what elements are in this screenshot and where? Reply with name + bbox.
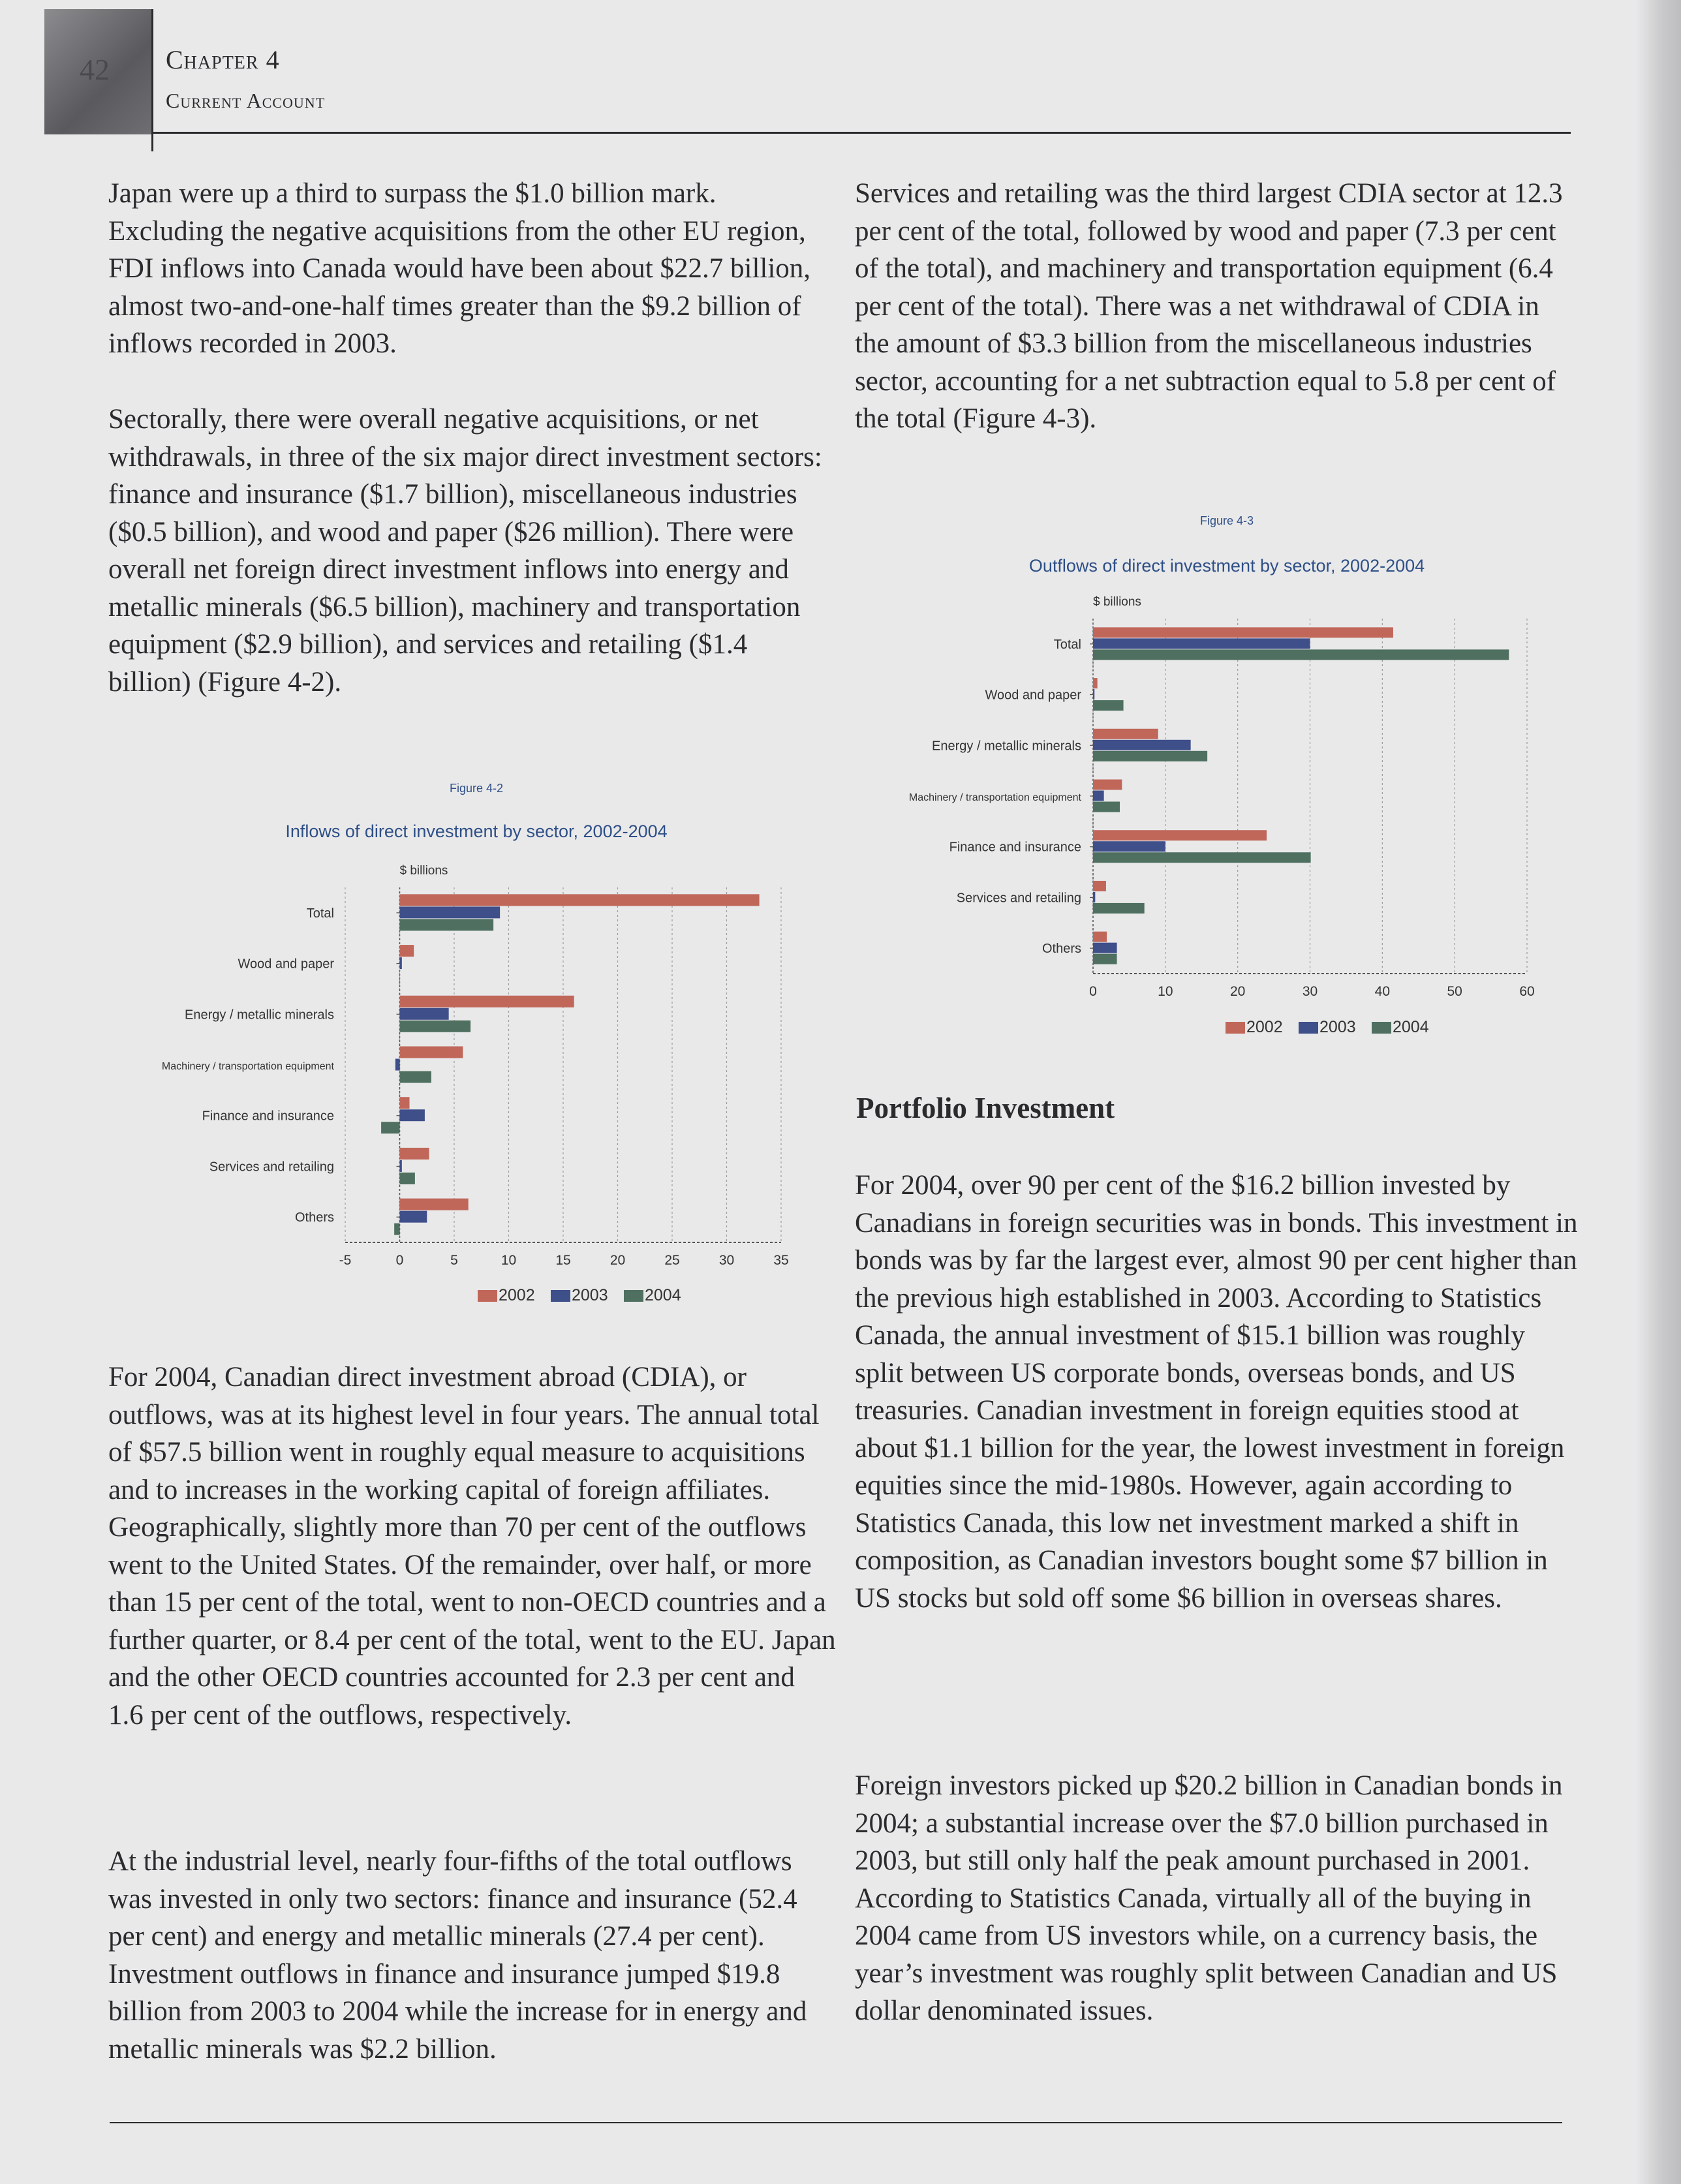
right-paragraph-1: Services and retailing was the third largest CDIA sector at 12.3 per cent of the total, followed by wood and paper (7.3 per cent of the total), and machinery and transportation equipment (6.4 per cent of the total). There was a net withdrawal of CDIA in the amount of $3.3 billion from the miscellaneous industries sector, accounting for a net subtraction equal to 5.8 per cent of the total (Figure 4-3). <box>855 178 1563 434</box>
bar-others-2004 <box>394 1223 399 1235</box>
x-tick-label-25: 25 <box>664 1253 680 1268</box>
x-tick-label-10: 10 <box>501 1253 517 1268</box>
category-label-total: Total <box>1053 637 1081 652</box>
bar-machinery-transportation-equipment-2003 <box>395 1059 400 1071</box>
bar-services-and-retailing-2002 <box>1093 881 1106 891</box>
bar-total-2004 <box>400 919 494 931</box>
x-tick-label-0: 0 <box>1089 984 1097 999</box>
x-tick-label-20: 20 <box>609 1253 626 1268</box>
bar-wood-and-paper-2003 <box>1093 689 1094 700</box>
bar-wood-and-paper-2002 <box>400 945 414 957</box>
unit-label: $ billions <box>1093 595 1141 609</box>
legend-swatch-2003 <box>551 1290 570 1302</box>
bar-energy-metallic-minerals-2004 <box>1093 751 1207 761</box>
category-label-finance-and-insurance: Finance and insurance <box>202 1109 334 1124</box>
bar-services-and-retailing-2002 <box>400 1148 429 1160</box>
category-label-services-and-retailing: Services and retailing <box>956 891 1081 906</box>
x-tick-label-5: 5 <box>450 1253 458 1268</box>
bar-energy-metallic-minerals-2002 <box>400 996 574 1007</box>
figure-label: Figure 4-2 <box>449 782 504 795</box>
legend-swatch-2002 <box>478 1290 497 1302</box>
legend-label-2003: 2003 <box>572 1286 608 1304</box>
x-tick-label-40: 40 <box>1374 984 1391 999</box>
legend-swatch-2003 <box>1299 1022 1318 1034</box>
bar-wood-and-paper-2002 <box>1093 678 1098 688</box>
figure-4-2-svg <box>111 770 816 1325</box>
legend-label-2002: 2002 <box>499 1286 535 1304</box>
figure-4-2 <box>111 770 816 1325</box>
bar-finance-and-insurance-2003 <box>400 1109 425 1121</box>
bar-machinery-transportation-equipment-2002 <box>400 1047 463 1058</box>
x-tick-label-60: 60 <box>1519 984 1535 999</box>
bar-services-and-retailing-2003 <box>400 1160 402 1172</box>
bar-finance-and-insurance-2004 <box>381 1122 399 1133</box>
category-label-services-and-retailing: Services and retailing <box>209 1160 334 1175</box>
x-tick-label-20: 20 <box>1229 984 1246 999</box>
category-label-finance-and-insurance: Finance and insurance <box>949 840 1081 855</box>
category-label-machinery-transportation-equipment: Machinery / transportation equipment <box>161 1061 334 1072</box>
legend-swatch-2004 <box>624 1290 643 1302</box>
x-tick-label-10: 10 <box>1158 984 1173 999</box>
figure-label: Figure 4-3 <box>1199 514 1254 527</box>
bar-total-2002 <box>400 894 760 906</box>
bar-machinery-transportation-equipment-2003 <box>1093 791 1104 801</box>
header-rule <box>153 132 1571 134</box>
bar-services-and-retailing-2003 <box>1093 892 1095 902</box>
x-tick-label-30: 30 <box>718 1253 735 1268</box>
x-tick-label-5: -5 <box>339 1253 352 1268</box>
chapter-title: Chapter 4 <box>166 45 280 74</box>
header-divider <box>151 9 153 151</box>
section-title: Current Account <box>166 89 326 112</box>
chart-title: Outflows of direct investment by sector, 2002-2004 <box>1028 556 1425 576</box>
bar-energy-metallic-minerals-2003 <box>1093 740 1191 750</box>
legend-label-2003: 2003 <box>1319 1018 1356 1036</box>
left-paragraph-1: Japan were up a third to surpass the $1.0 billion mark. Excluding the negative acquisitions from the other EU region, FDI inflows into Canada would have been about $22.7 billion, almost two-and-one-half times greater than the $9.2 billion of inflows recorded in 2003. <box>108 178 811 359</box>
bar-machinery-transportation-equipment-2004 <box>400 1071 431 1083</box>
x-tick-label-0: 0 <box>395 1253 404 1268</box>
category-label-machinery-transportation-equipment: Machinery / transportation equipment <box>908 792 1081 803</box>
bar-finance-and-insurance-2002 <box>1093 830 1267 840</box>
bar-wood-and-paper-2004 <box>400 970 401 981</box>
legend-swatch-2004 <box>1372 1022 1391 1034</box>
category-label-total: Total <box>306 906 334 921</box>
footer-rule <box>110 2122 1562 2123</box>
category-label-wood-and-paper: Wood and paper <box>985 688 1081 703</box>
category-label-energy-metallic-minerals: Energy / metallic minerals <box>185 1007 334 1023</box>
left-paragraph-3: For 2004, Canadian direct investment abroad (CDIA), or outflows, was at its highest level in four years. The annual total of $57.5 billion went in roughly equal measure to acquisitions and to increases in the working capital of foreign affiliates. Geographically, slightly more than 70 per cent of the outflows went to the United States. Of the remainder, over half, or more than 15 per cent of the total, went to non-OECD countries and a further quarter, or 8.4 per cent of the total, went to the EU. Japan and the other OECD countries accounted for 2.3 per cent and 1.6 per cent of the outflows, respectively. <box>108 1362 836 1730</box>
category-label-others: Others <box>294 1210 334 1225</box>
legend-swatch-2002 <box>1226 1022 1245 1034</box>
category-label-wood-and-paper: Wood and paper <box>238 957 334 972</box>
bar-total-2003 <box>400 906 501 918</box>
category-label-others: Others <box>1041 942 1081 957</box>
x-tick-label-15: 15 <box>555 1253 571 1268</box>
legend-label-2004: 2004 <box>645 1286 681 1304</box>
bar-others-2002 <box>1093 932 1107 942</box>
bar-others-2003 <box>1093 943 1117 953</box>
figure-4-3-svg <box>848 502 1566 1051</box>
legend-label-2004: 2004 <box>1393 1018 1429 1036</box>
figure-4-3 <box>848 502 1566 1051</box>
right-paragraph-2: For 2004, over 90 per cent of the $16.2 billion invested by Canadians in foreign securities was in bonds. This investment in bonds was by far the largest ever, almost 90 per cent higher than the previous high established in 2003. According to Statistics Canada, the annual investment of $15.1 billion was roughly split between US corporate bonds, overseas bonds, and US treasuries. Canadian investment in foreign equities stood at about $1.1 billion for the year, the lowest investment in foreign equities since the mid-1980s. However, again according to Statistics Canada, this low net investment marked a shift in composition, as Canadian investors bought some $7 billion in US stocks but sold off some $6 billion in overseas shares. <box>855 1170 1578 1614</box>
bar-others-2004 <box>1093 954 1117 964</box>
bar-total-2003 <box>1093 638 1310 649</box>
bar-others-2002 <box>400 1199 469 1210</box>
x-tick-label-35: 35 <box>773 1253 789 1268</box>
bar-wood-and-paper-2003 <box>400 957 402 969</box>
legend-label-2002: 2002 <box>1246 1018 1283 1036</box>
portfolio-investment-heading: Portfolio Investment <box>856 1092 1115 1124</box>
x-tick-label-30: 30 <box>1302 984 1318 999</box>
bar-energy-metallic-minerals-2004 <box>400 1021 471 1032</box>
bar-energy-metallic-minerals-2003 <box>400 1008 449 1020</box>
bar-total-2002 <box>1093 627 1393 638</box>
bar-total-2004 <box>1093 649 1509 660</box>
left-paragraph-2: Sectorally, there were overall negative acquisitions, or net withdrawals, in three of the six major direct investment sectors: finance and insurance ($1.7 billion), miscellaneous industries ($0.5 billion), and wood and paper ($26 million). There were overall net foreign direct investment inflows into energy and metallic minerals ($6.5 billion), machinery and transportation equipment ($2.9 billion), and services and retailing ($1.4 billion) (Figure 4-2). <box>108 404 822 698</box>
bar-energy-metallic-minerals-2002 <box>1093 729 1158 739</box>
bar-others-2003 <box>400 1211 427 1223</box>
chart-title: Inflows of direct investment by sector, 2002-2004 <box>285 822 668 841</box>
bar-finance-and-insurance-2003 <box>1093 841 1165 852</box>
bar-services-and-retailing-2004 <box>1093 903 1145 914</box>
bar-wood-and-paper-2004 <box>1093 700 1124 711</box>
left-paragraph-4: At the industrial level, nearly four-fifths of the total outflows was invested in only two sectors: finance and insurance (52.4 per cent) and energy and metallic minerals (27.4 per cent). Investment outflows in finance and insurance jumped $19.8 billion from 2003 to 2004 while the increase for in energy and metallic minerals was $2.2 billion. <box>108 1846 807 2065</box>
right-paragraph-3: Foreign investors picked up $20.2 billion in Canadian bonds in 2004; a substantial increase over the $7.0 billion purchased in 2003, but still only half the peak amount purchased in 2001. According to Statistics Canada, virtually all of the buying in 2004 came from US investors while, on a currency basis, the year’s investment was roughly split between Canadian and US dollar denominated issues. <box>855 1770 1563 2026</box>
bar-machinery-transportation-equipment-2002 <box>1093 780 1122 790</box>
category-label-energy-metallic-minerals: Energy / metallic minerals <box>932 739 1081 754</box>
page-edge-shadow <box>1635 0 1681 2184</box>
page-number: 42 <box>80 53 110 86</box>
bar-finance-and-insurance-2004 <box>1093 852 1311 863</box>
bar-machinery-transportation-equipment-2004 <box>1093 802 1120 812</box>
bar-finance-and-insurance-2002 <box>400 1097 410 1109</box>
unit-label: $ billions <box>399 864 448 878</box>
bar-services-and-retailing-2004 <box>400 1173 415 1184</box>
x-tick-label-50: 50 <box>1447 984 1462 999</box>
